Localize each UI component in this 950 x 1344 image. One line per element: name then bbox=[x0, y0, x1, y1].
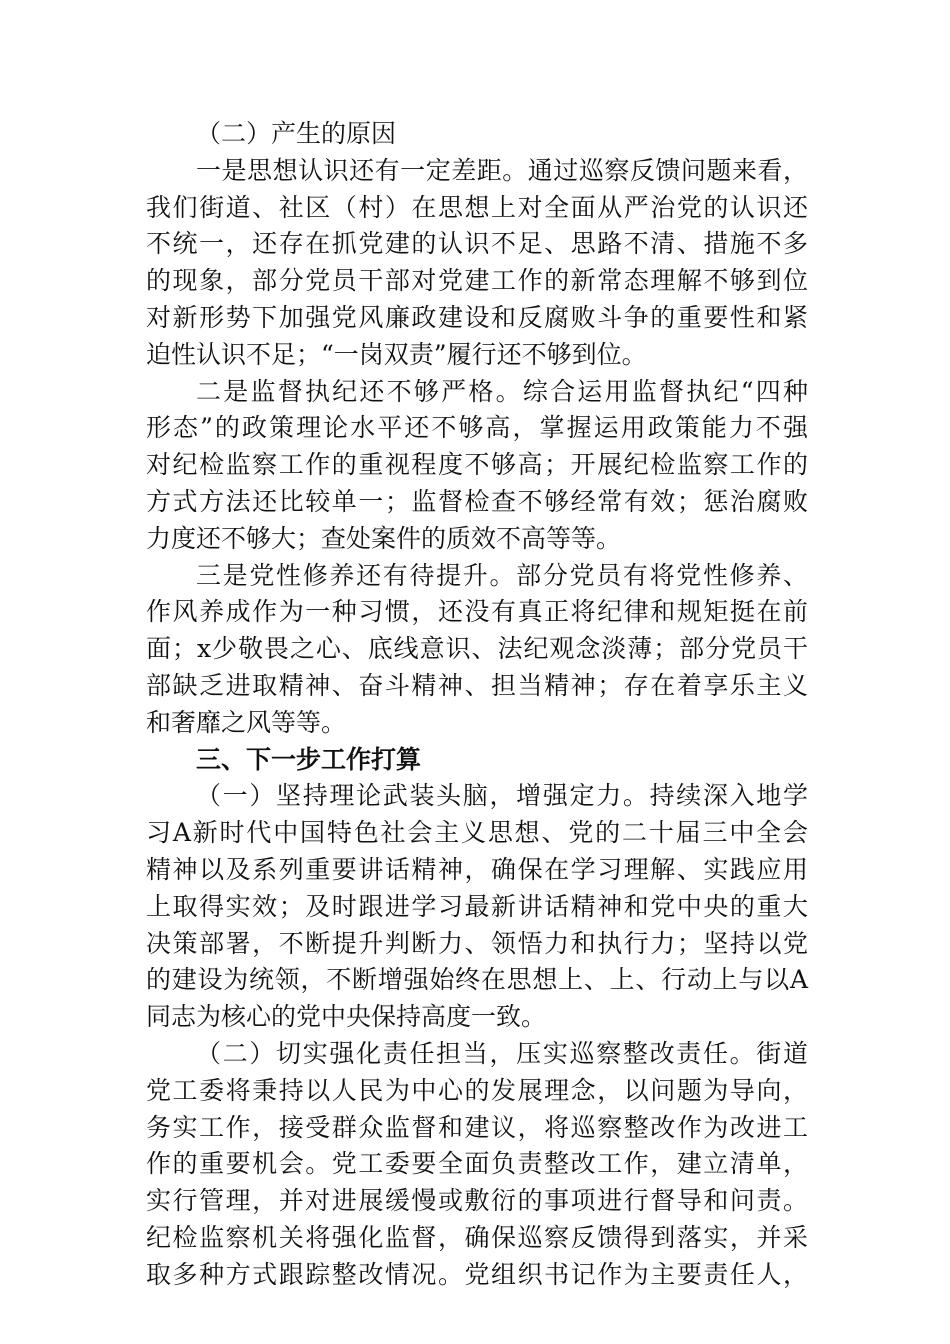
paragraph-line: 不统一，还存在抓党建的认识不足、思路不清、措施不多 bbox=[146, 229, 808, 259]
paragraph-line: 实行管理，并对进展缓慢或敷衍的事项进行督导和问责。 bbox=[146, 1186, 808, 1216]
paragraph-line: 上取得实效；及时跟进学习最新讲话精神和党中央的重大 bbox=[146, 891, 808, 921]
paragraph-line: 取多种方式跟踪整改情况。党组织书记作为主要责任人， bbox=[146, 1259, 808, 1289]
paragraph-line: 部缺乏进取精神、奋斗精神、担当精神；存在着享乐主义 bbox=[146, 670, 808, 700]
paragraph-line: 对纪检监察工作的重视程度不够高；开展纪检监察工作的 bbox=[146, 450, 808, 480]
paragraph-line: 习A新时代中国特色社会主义思想、党的二十届三中全会 bbox=[146, 818, 808, 848]
paragraph-line: 力度还不够大；查处案件的质效不高等等。 bbox=[146, 523, 622, 553]
paragraph-line: 的建设为统领，不断增强始终在思想上、上、行动上与以A bbox=[146, 965, 808, 995]
paragraph-line: 三是党性修养还有待提升。部分党员有将党性修养、 bbox=[196, 560, 808, 590]
paragraph-line: （二）切实强化责任担当，压实巡察整改责任。街道 bbox=[196, 1038, 808, 1068]
paragraph-line: 一是思想认识还有一定差距。通过巡察反馈问题来看， bbox=[196, 155, 808, 185]
paragraph-line: 二是监督执纪还不够严格。综合运用监督执纪“四种 bbox=[196, 376, 808, 406]
paragraph-line: 精神以及系列重要讲话精神，确保在学习理解、实践应用 bbox=[146, 854, 808, 884]
paragraph-line: （一）坚持理论武装头脑，增强定力。持续深入地学 bbox=[196, 781, 808, 811]
paragraph-line: 作风养成作为一种习惯，还没有真正将纪律和规矩挺在前 bbox=[146, 597, 808, 627]
paragraph-line: 和奢靡之风等等。 bbox=[146, 707, 347, 737]
section-heading: 三、下一步工作打算 bbox=[196, 744, 422, 774]
paragraph-line: 方式方法还比较单一；监督检查不够经常有效；惩治腐败 bbox=[146, 486, 808, 516]
paragraph-line: 的现象，部分党员干部对党建工作的新常态理解不够到位 bbox=[146, 266, 808, 296]
paragraph-line: 迫性认识不足；“一岗双责”履行还不够到位。 bbox=[146, 339, 647, 369]
paragraph-line: 务实工作，接受群众监督和建议，将巡察整改作为改进工 bbox=[146, 1112, 808, 1142]
paragraph-line: 作的重要机会。党工委要全面负责整改工作，建立清单， bbox=[146, 1149, 808, 1179]
paragraph-line: 决策部署，不断提升判断力、领悟力和执行力；坚持以党 bbox=[146, 928, 808, 958]
paragraph-line: 对新形势下加强党风廉政建设和反腐败斗争的重要性和紧 bbox=[146, 302, 808, 332]
paragraph-line: 同志为核心的党中央保持高度一致。 bbox=[146, 1002, 547, 1032]
paragraph-line: 形态”的政策理论水平还不够高，掌握运用政策能力不强 bbox=[146, 413, 808, 443]
section-subheading: （二）产生的原因 bbox=[196, 119, 397, 148]
paragraph-line: 我们街道、社区（村）在思想上对全面从严治党的认识还 bbox=[146, 192, 808, 222]
paragraph-line: 党工委将秉持以人民为中心的发展理念，以问题为导向， bbox=[146, 1075, 808, 1105]
document-body bbox=[146, 116, 808, 1294]
paragraph-line: 纪检监察机关将强化监督，确保巡察反馈得到落实，并采 bbox=[146, 1222, 808, 1252]
paragraph-line: 面；x少敬畏之心、底线意识、法纪观念淡薄；部分党员干 bbox=[146, 634, 808, 664]
